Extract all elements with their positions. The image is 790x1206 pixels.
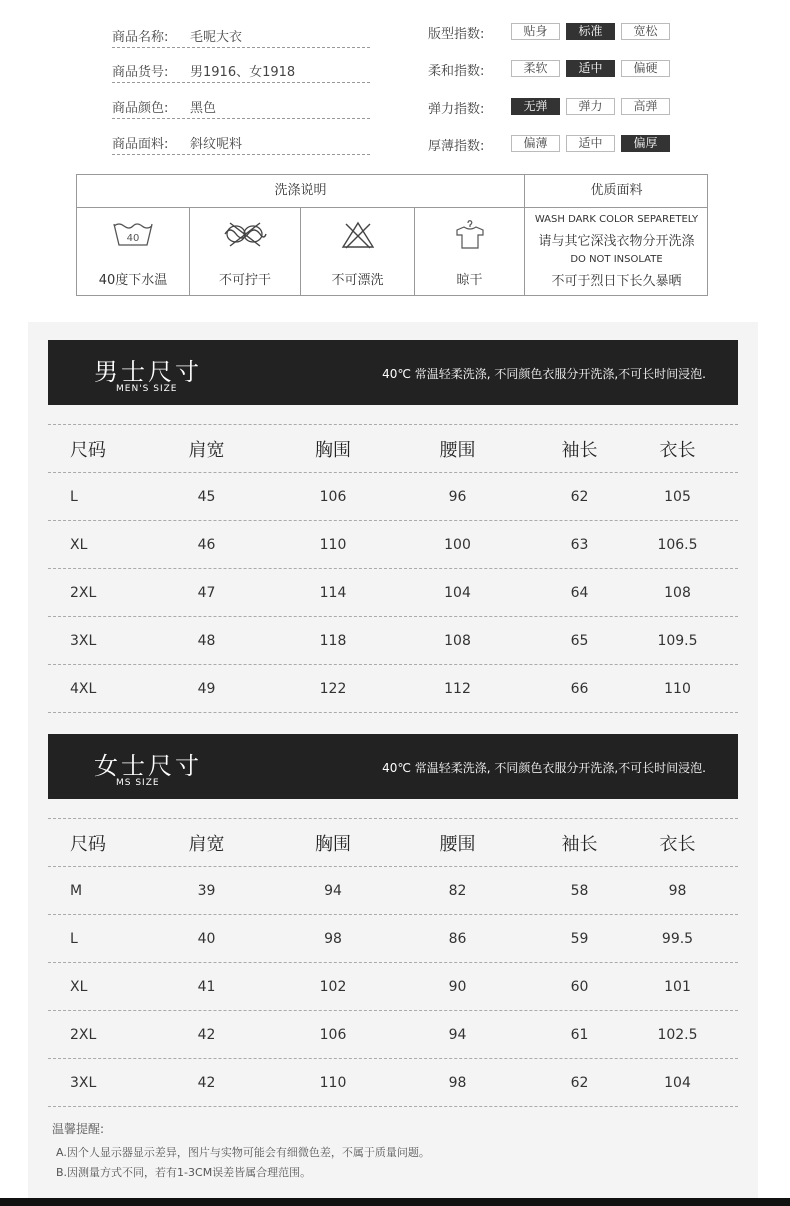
column-header: 腰围: [439, 833, 476, 855]
table-cell: L: [70, 930, 78, 947]
table-cell: 114: [319, 584, 347, 601]
table-cell: 98: [668, 882, 687, 899]
table-row: [48, 665, 738, 713]
table-row: [48, 569, 738, 617]
table-cell: 112: [444, 680, 471, 697]
table-cell: 110: [664, 680, 691, 697]
column-header: 尺码: [70, 833, 106, 855]
table-cell: 108: [444, 632, 471, 649]
no-bleach-icon: [340, 220, 376, 250]
table-cell: 39: [197, 882, 216, 899]
table-cell: 47: [197, 584, 216, 601]
table-cell: 102: [319, 978, 347, 995]
index-option: 标准: [566, 23, 615, 40]
index-option: 高弹: [621, 98, 670, 115]
info-key: 商品名称:: [112, 30, 169, 45]
table-cell: 42: [197, 1074, 216, 1091]
table-cell: 100: [444, 536, 471, 553]
men-size-table: [48, 424, 738, 713]
table-row: [48, 521, 738, 569]
info-key: 商品货号:: [112, 65, 169, 80]
index-key: 柔和指数:: [428, 64, 485, 79]
table-cell: 62: [570, 1074, 589, 1091]
table-cell: 2XL: [70, 584, 97, 601]
women-size-title: 女士尺寸: [94, 752, 202, 780]
info-row-sku: [112, 61, 370, 83]
table-cell: 108: [664, 584, 691, 601]
women-size-banner: [48, 734, 738, 799]
wash-label: 不可漂洗: [331, 273, 384, 288]
table-cell: 48: [197, 632, 216, 649]
men-size-banner: [48, 340, 738, 405]
wash-temp-text: 40: [126, 233, 140, 244]
women-size-subtitle: MS SIZE: [116, 778, 160, 788]
bottom-bar: [0, 1198, 790, 1206]
column-header: 衣长: [659, 833, 696, 855]
table-cell: 102.5: [657, 1026, 698, 1043]
table-cell: 4XL: [70, 680, 97, 697]
table-cell: 101: [664, 978, 691, 995]
table-cell: 109.5: [657, 632, 698, 649]
index-option: 偏薄: [511, 135, 560, 152]
table-cell: 96: [448, 488, 467, 505]
men-size-subtitle: MEN'S SIZE: [116, 384, 178, 394]
hang-dry-icon: [452, 220, 488, 250]
men-size-title: 男士尺寸: [94, 358, 202, 386]
wash-item-no-bleach: [301, 208, 414, 295]
table-cell: 58: [570, 882, 589, 899]
index-option: 无弹: [511, 98, 560, 115]
index-key: 厚薄指数:: [428, 139, 485, 154]
table-cell: 110: [319, 536, 347, 553]
table-cell: 90: [448, 978, 467, 995]
table-row: [48, 963, 738, 1011]
table-cell: 98: [324, 930, 342, 947]
wash-label: 不可拧干: [218, 273, 271, 288]
table-cell: XL: [70, 978, 88, 995]
wash-label: 40度下水温: [98, 273, 168, 288]
table-cell: 49: [197, 680, 216, 697]
table-cell: 94: [448, 1026, 467, 1043]
table-cell: XL: [70, 536, 88, 553]
table-cell: 63: [570, 536, 589, 553]
table-cell: 62: [570, 488, 589, 505]
table-cell: 104: [444, 584, 471, 601]
table-cell: 106: [319, 488, 347, 505]
table-cell: 110: [319, 1074, 347, 1091]
index-option: 偏厚: [621, 135, 670, 152]
table-cell: 98: [448, 1074, 467, 1091]
no-wring-icon: [222, 220, 268, 248]
column-header: 胸围: [315, 439, 351, 461]
tips-line: B.因测量方式不同，若有1-3CM误差皆属合理范围。: [56, 1166, 312, 1179]
wash-item-hang-dry: [415, 208, 524, 295]
table-cell: 3XL: [70, 1074, 97, 1091]
table-row: [48, 473, 738, 521]
table-cell: 99.5: [661, 930, 694, 947]
index-key: 弹力指数:: [428, 102, 485, 117]
column-header: 袖长: [561, 439, 598, 461]
wash-40-icon: [112, 220, 154, 248]
size-table-header: [48, 425, 738, 473]
info-row-name: [112, 26, 370, 48]
info-value: 男1916、女1918: [190, 65, 296, 80]
wash-instructions-table: [76, 174, 708, 296]
table-row: [48, 1011, 738, 1059]
info-value: 黑色: [190, 101, 217, 116]
table-cell: 65: [570, 632, 589, 649]
index-option: 偏硬: [621, 60, 670, 77]
women-size-table: [48, 818, 738, 1107]
table-cell: 122: [319, 680, 347, 697]
table-cell: 82: [448, 882, 467, 899]
table-cell: 105: [664, 488, 691, 505]
size-table-header: [48, 819, 738, 867]
index-option: 贴身: [511, 23, 560, 40]
index-option: 适中: [566, 60, 615, 77]
quality-line: 不可于烈日下长久暴晒: [551, 274, 682, 289]
table-row: [48, 617, 738, 665]
table-cell: 61: [570, 1026, 589, 1043]
wash-item-temp: [77, 208, 189, 295]
column-header: 袖长: [561, 833, 598, 855]
quality-notes: [525, 209, 708, 289]
women-size-note: 40℃ 常温轻柔洗涤, 不同颜色衣服分开洗涤,不可长时间浸泡.: [382, 761, 706, 775]
info-key: 商品颜色:: [112, 101, 169, 116]
table-cell: 42: [197, 1026, 216, 1043]
table-cell: M: [70, 882, 83, 899]
info-value: 毛呢大衣: [190, 30, 243, 45]
info-row-color: [112, 97, 370, 119]
table-row: [48, 1059, 738, 1107]
info-row-fabric: [112, 133, 370, 155]
wash-label: 晾干: [456, 273, 483, 288]
index-option: 适中: [566, 135, 615, 152]
wash-item-no-wring: [190, 208, 300, 295]
table-row: [48, 915, 738, 963]
table-cell: 106: [319, 1026, 347, 1043]
column-header: 肩宽: [188, 439, 225, 461]
index-option: 弹力: [566, 98, 615, 115]
quality-line: DO NOT INSOLATE: [570, 254, 663, 265]
table-cell: 2XL: [70, 1026, 97, 1043]
index-option: 宽松: [621, 23, 670, 40]
column-header: 胸围: [315, 833, 351, 855]
table-cell: 86: [448, 930, 467, 947]
men-size-note: 40℃ 常温轻柔洗涤, 不同颜色衣服分开洗涤,不可长时间浸泡.: [382, 367, 706, 381]
tips-title: 温馨提醒:: [52, 1122, 105, 1136]
table-cell: 118: [319, 632, 347, 649]
quality-line: 请与其它深浅衣物分开洗涤: [538, 234, 695, 249]
table-cell: 66: [570, 680, 589, 697]
table-cell: 94: [324, 882, 342, 899]
quality-line: WASH DARK COLOR SEPARETELY: [534, 214, 699, 225]
table-cell: L: [70, 488, 78, 505]
quality-header: 优质面料: [525, 175, 708, 208]
table-cell: 3XL: [70, 632, 97, 649]
column-header: 腰围: [439, 439, 476, 461]
table-cell: 104: [664, 1074, 691, 1091]
tips: [52, 1120, 430, 1184]
table-row: [48, 867, 738, 915]
table-cell: 106.5: [657, 536, 698, 553]
table-cell: 59: [570, 930, 589, 947]
table-cell: 40: [197, 930, 216, 947]
column-header: 肩宽: [188, 833, 225, 855]
info-key: 商品面料:: [112, 137, 169, 152]
table-cell: 45: [197, 488, 216, 505]
wash-header: 洗涤说明: [77, 175, 524, 208]
column-header: 尺码: [70, 439, 106, 461]
table-cell: 60: [570, 978, 589, 995]
info-value: 斜纹呢料: [190, 137, 243, 152]
index-key: 版型指数:: [428, 27, 485, 42]
column-header: 衣长: [659, 439, 696, 461]
table-cell: 46: [197, 536, 216, 553]
table-cell: 64: [570, 584, 589, 601]
table-cell: 41: [197, 978, 216, 995]
tips-line: A.因个人显示器显示差异，图片与实物可能会有细微色差，不属于质量问题。: [56, 1146, 430, 1159]
index-option: 柔软: [511, 60, 560, 77]
